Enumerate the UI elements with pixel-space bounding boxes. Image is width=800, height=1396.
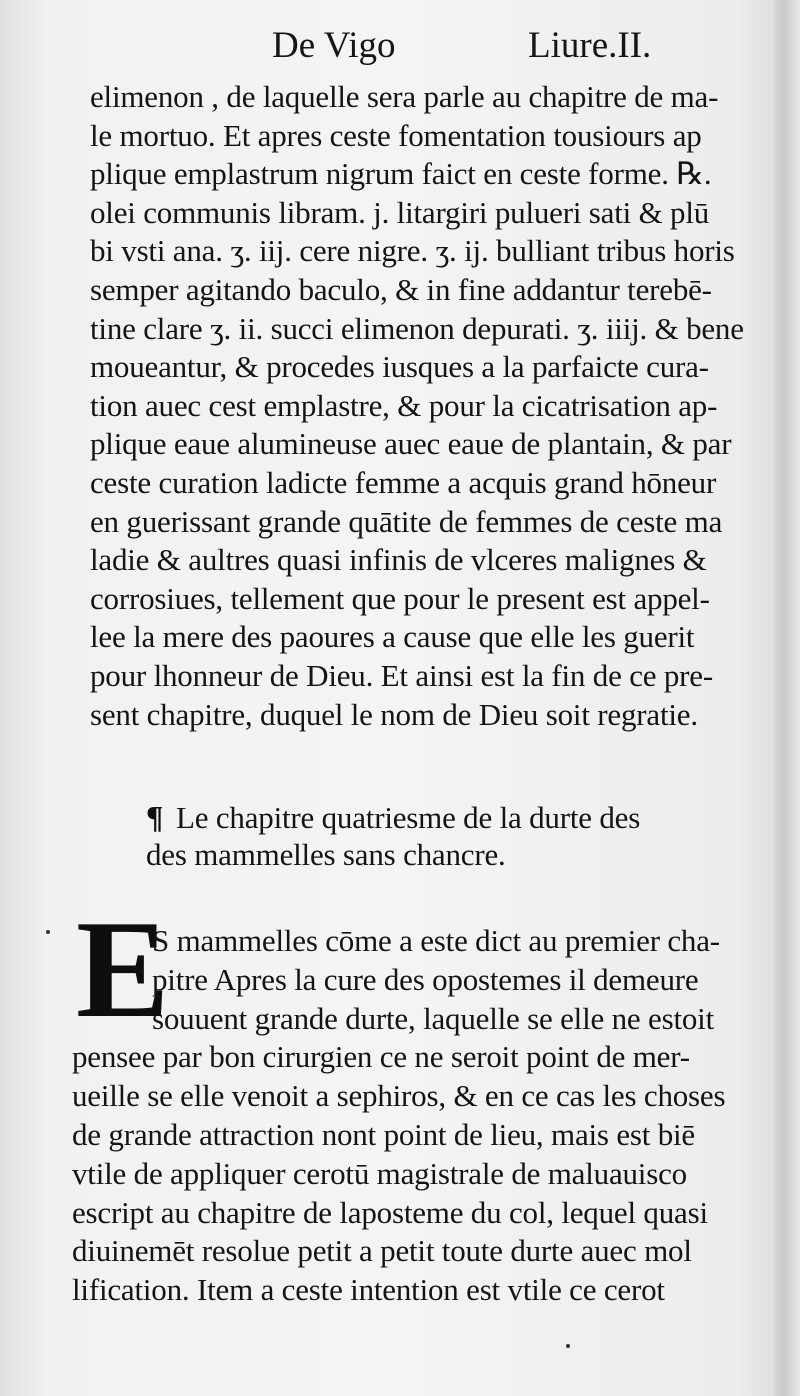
heading-line [146, 798, 766, 836]
ink-speck [46, 930, 50, 934]
text-line: sent chapitre, duquel le nom de Dieu soit regratie. [90, 696, 698, 732]
running-header [0, 24, 800, 68]
text-line: bi vsti ana. ʒ. iij. cere nigre. ʒ. ij. bulliant tribus horis [90, 233, 735, 269]
paragraph-body [72, 1038, 772, 1310]
text-line: lee la mere des paoures a cause que elle les guerit [90, 619, 695, 655]
text-line: vtile de appliquer cerotū magistrale de maluauisco [72, 1155, 687, 1191]
chapter-heading [146, 798, 766, 874]
paragraph-opening [152, 922, 772, 1039]
text-line: olei communis libram. j. litargiri pulueri sati & plū [90, 194, 710, 230]
heading-line: des mammelles sans chancre. [146, 837, 506, 872]
text-line: semper agitando baculo, & in fine addantur terebē- [90, 271, 712, 307]
text-line: ceste curation ladicte femme a acquis grand hōneur [90, 464, 717, 500]
pilcrow-icon: ¶ [146, 799, 164, 835]
text-line: ueille se elle venoit a sephiros, & en ce cas les choses [72, 1077, 726, 1113]
text-line: pitre Apres la cure des opostemes il demeure [152, 961, 699, 997]
text-line: tine clare ʒ. ii. succi elimenon depurati. ʒ. iiij. & bene [90, 310, 744, 346]
text-line: elimenon , de laquelle sera parle au chapitre de ma- [90, 79, 719, 114]
page-gutter-shadow [774, 0, 800, 1396]
text-line: souuent grande durte, laquelle se elle ne estoit [152, 1000, 714, 1036]
running-title: De Vigo [272, 25, 396, 66]
text-line: pensee par bon cirurgien ce ne seroit point de mer- [72, 1039, 690, 1074]
text-line: moueantur, & procedes iusques a la parfaicte cura- [90, 349, 709, 385]
text-line: tion auec cest emplastre, & pour la cicatrisation ap- [90, 387, 718, 423]
text-line: S mammelles cōme a este dict au premier cha- [152, 923, 720, 958]
text-line: pour lhonneur de Dieu. Et ainsi est la fin de ce pre- [90, 657, 713, 693]
text-line: corrosiues, tellement que pour le present est appel- [90, 580, 710, 616]
text-line: plique eaue alumineuse auec eaue de plantain, & par [90, 426, 732, 462]
text-line: de grande attraction nont point de lieu, mais est biē [72, 1116, 695, 1152]
text-line: diuinemēt resolue petit a petit toute durte auec mol [72, 1233, 692, 1269]
book-label: Liure.II. [528, 25, 652, 66]
text-line: en guerissant grande quātite de femmes de ceste ma [90, 503, 723, 539]
text-line: ladie & aultres quasi infinis de vlceres malignes & [90, 542, 707, 578]
text-line: plique emplastrum nigrum faict en ceste forme. ℞. [90, 156, 712, 192]
drop-cap-initial: E [76, 892, 170, 1047]
text-line: lification. Item a ceste intention est vtile ce cerot [72, 1272, 665, 1308]
paragraph-continued [90, 78, 776, 734]
text-line: le mortuo. Et apres ceste fomentation tousiours ap [90, 117, 702, 153]
heading-text: Le chapitre quatriesme de la durte des [176, 800, 641, 835]
ink-speck [566, 1344, 570, 1348]
text-line: escript au chapitre de laposteme du col, lequel quasi [72, 1194, 708, 1230]
